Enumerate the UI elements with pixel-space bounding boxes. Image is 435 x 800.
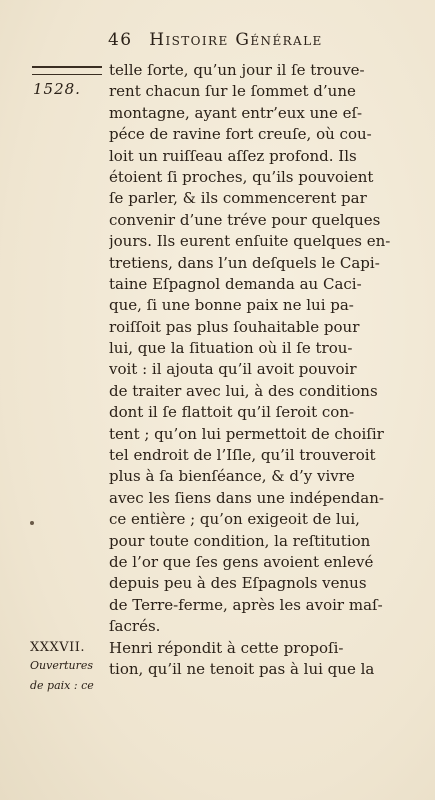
margin-note-line2: de paix : ce xyxy=(30,679,94,692)
text-line: telle ſorte, qu’un jour il ſe trouve- xyxy=(109,61,365,79)
text-line: tent ; qu’on lui permettoit de choiſir xyxy=(109,424,384,443)
text-line: de l’or que ſes gens avoient enlevé xyxy=(109,552,374,571)
text-line: loit un ruiſſeau aſſez profond. Ils xyxy=(109,146,357,165)
text-line: tel endroit de l’Iſle, qu’il trouveroit xyxy=(109,446,376,465)
text-line: plus à ſa bienſéance, & d’y vivre xyxy=(109,467,355,486)
text-line: que, ſi une bonne paix ne lui pa- xyxy=(109,296,354,315)
text-line: tretiens, dans l’un deſquels le Capi- xyxy=(109,253,380,272)
text-line: montagne, ayant entr’eux une eſ- xyxy=(109,103,363,122)
margin-note-line1: Ouvertures xyxy=(30,659,94,672)
text-line: avec les ſiens dans une indépendan- xyxy=(109,488,384,507)
text-line: ſe parler, & ils commencerent par xyxy=(109,189,367,208)
text-line: tion, qu’il ne tenoit pas à lui que la xyxy=(109,659,375,678)
text-line: de Terre-ferme, après les avoir maſ- xyxy=(109,595,383,614)
text-line: pour toute condition, la reſtitution xyxy=(109,531,371,550)
page-number: 46 xyxy=(108,30,133,50)
margin-mark xyxy=(30,521,34,525)
text-line: péce de ravine fort creuſe, où cou- xyxy=(109,125,372,144)
page-header xyxy=(108,30,428,56)
text-line: ſacrés. xyxy=(109,617,161,636)
text-line: de traiter avec lui, à des conditions xyxy=(109,381,378,400)
text-line: jours. Ils eurent enſuite quelques en- xyxy=(109,232,391,251)
text-line: lui, que la ſituation où il ſe trou- xyxy=(109,339,353,358)
body-text xyxy=(109,60,418,680)
running-title: Histoire Générale xyxy=(149,30,323,50)
margin-year: 1528. xyxy=(33,80,81,98)
text-line: voit : il ajouta qu’il avoit pouvoir xyxy=(109,360,357,379)
text-line: rent chacun ſur le ſommet d’une xyxy=(109,82,356,101)
header-rule xyxy=(32,66,102,75)
text-line: convenir d’une tréve pour quelques xyxy=(109,210,381,229)
text-line: roiſſoit pas plus ſouhaitable pour xyxy=(109,317,360,336)
text-line: étoient ſi proches, qu’ils pouvoient xyxy=(109,167,374,186)
text-line: Henri répondit à cette propoſi- xyxy=(109,638,344,657)
text-line: ce entière ; qu’on exigeoit de lui, xyxy=(109,510,360,529)
text-line: taine Eſpagnol demanda au Caci- xyxy=(109,274,362,293)
section-number: XXXVII. xyxy=(30,640,86,655)
text-line: dont il ſe flattoit qu’il ſeroit con- xyxy=(109,403,355,422)
text-line: depuis peu à des Eſpagnols venus xyxy=(109,574,367,593)
